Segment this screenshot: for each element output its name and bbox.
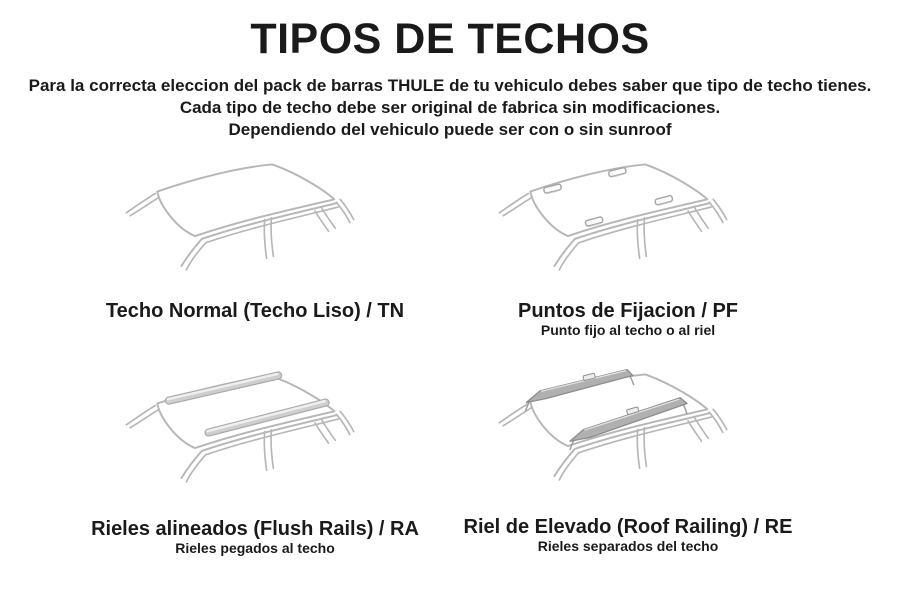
intro-text — [0, 75, 900, 141]
roof-type-label: Puntos de Fijacion / PF — [517, 300, 739, 322]
intro-line: Dependiendo del vehiculo puede ser con o sin sunroof — [228, 120, 672, 139]
roof-type-sublabel: Rieles separados del techo — [537, 538, 719, 554]
roof-type-label: Riel de Elevado (Roof Railing) / RE — [463, 516, 793, 538]
page-title: TIPOS DE TECHOS — [250, 15, 650, 63]
fixpoint-roof-icon — [468, 148, 788, 298]
flush-rails-roof-icon — [95, 360, 415, 510]
roof-type-sublabel: Punto fijo al techo o al riel — [540, 322, 716, 338]
roof-type-card-pf — [438, 148, 818, 339]
roof-type-sublabel: Rieles pegados al techo — [175, 540, 335, 556]
roof-type-label: Techo Normal (Techo Liso) / TN — [105, 300, 405, 322]
roof-type-card-tn — [65, 148, 445, 322]
normal-roof-icon — [95, 148, 415, 298]
raised-rails-roof-icon — [468, 358, 788, 508]
fixpoint-pads — [543, 167, 673, 227]
roof-type-card-re — [438, 358, 818, 555]
intro-line: Para la correcta eleccion del pack de barras THULE de tu vehiculo debes saber que tipo de techo tienes. — [28, 76, 872, 95]
roof-type-label: Rieles alineados (Flush Rails) / RA — [91, 518, 419, 540]
roof-type-card-ra — [65, 360, 445, 557]
intro-line: Cada tipo de techo debe ser original de fabrica sin modificaciones. — [179, 98, 721, 117]
